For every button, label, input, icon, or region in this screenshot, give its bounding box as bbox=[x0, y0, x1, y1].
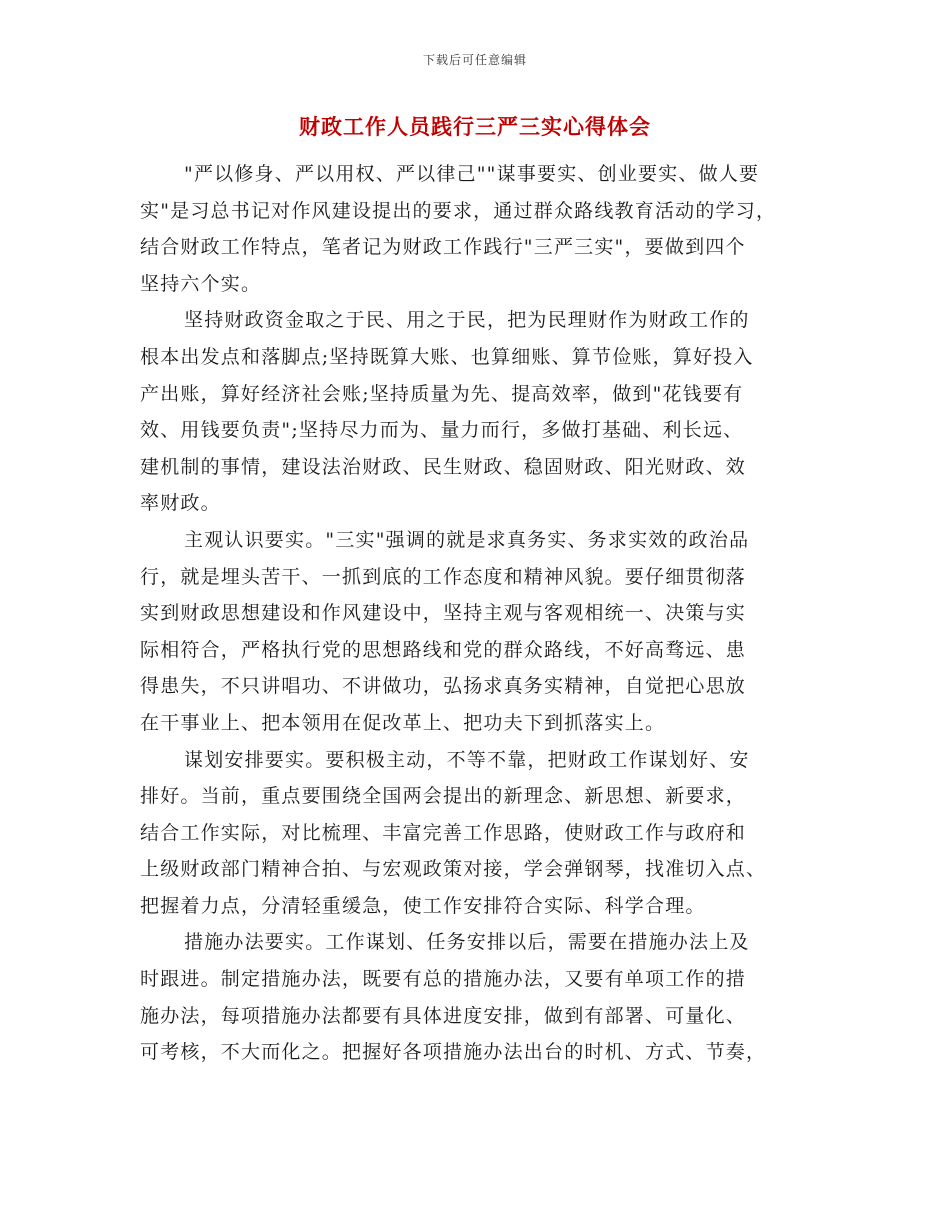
paragraph-line: 根本出发点和落脚点;坚持既算大账、也算细账、算节俭账，算好投入 bbox=[140, 345, 754, 368]
paragraph-line: 措施办法要实。工作谋划、任务安排以后，需要在措施办法上及 bbox=[184, 931, 750, 954]
paragraph-line: 际相符合，严格执行党的思想路线和党的群众路线，不好高骛远、患 bbox=[140, 638, 747, 661]
paragraph-line: 实"是习总书记对作风建设提出的要求，通过群众路线教育活动的学习， bbox=[140, 199, 777, 222]
paragraph-line: 实到财政思想建设和作风建设中，坚持主观与客观相统一、决策与实 bbox=[140, 602, 747, 625]
paragraph-5 bbox=[140, 924, 820, 1070]
paragraph-line: 产出账，算好经济社会账;坚持质量为先、提高效率，做到"花钱要有 bbox=[140, 382, 744, 405]
header-note: 下载后可任意编辑 bbox=[422, 53, 527, 67]
paragraph-line: 把握着力点，分清轻重缓急，使工作安排符合实际、科学合理。 bbox=[140, 894, 706, 917]
paragraph-line: 率财政。 bbox=[140, 492, 221, 515]
paragraph-line: 时跟进。制定措施办法，既要有总的措施办法，又要有单项工作的措 bbox=[140, 968, 747, 991]
paragraph-line: 主观认识要实。"三实"强调的就是求真务实、务求实效的政治品 bbox=[184, 528, 750, 551]
paragraph-line: 坚持财政资金取之于民、用之于民，把为民理财作为财政工作的 bbox=[184, 309, 750, 332]
paragraph-line: 坚持六个实。 bbox=[140, 272, 262, 295]
paragraph-4 bbox=[140, 742, 820, 925]
paragraph-line: 结合财政工作特点，笔者记为财政工作践行"三严三实"，要做到四个 bbox=[140, 236, 746, 259]
paragraph-line: 行，就是埋头苦干、一抓到底的工作态度和精神风貌。要仔细贯彻落 bbox=[140, 565, 747, 588]
paragraph-line: 施办法，每项措施办法都要有具体进度安排，做到有部署、可量化、 bbox=[140, 1004, 747, 1027]
paragraph-2 bbox=[140, 302, 820, 522]
paragraph-line: 在干事业上、把本领用在促改革上、把功夫下到抓落实上。 bbox=[140, 711, 666, 734]
paragraph-line: 结合工作实际，对比梳理、丰富完善工作思路，使财政工作与政府和 bbox=[140, 821, 747, 844]
paragraph-line: 可考核，不大而化之。把握好各项措施办法出台的时机、方式、节奏， bbox=[140, 1041, 767, 1064]
paragraph-3 bbox=[140, 522, 820, 742]
paragraph-line: 排好。当前，重点要围绕全国两会提出的新理念、新思想、新要求， bbox=[140, 785, 747, 808]
paragraph-line: 得患失，不只讲唱功、不讲做功，弘扬求真务实精神，自觉把心思放 bbox=[140, 675, 747, 698]
paragraph-line: 上级财政部门精神合拍、与宏观政策对接，学会弹钢琴，找准切入点、 bbox=[140, 858, 767, 881]
document-title: 财政工作人员践行三严三实心得体会 bbox=[299, 114, 651, 139]
paragraph-line: 谋划安排要实。要积极主动，不等不靠，把财政工作谋划好、安 bbox=[184, 748, 750, 771]
paragraph-line: 效、用钱要负责";坚持尽力而为、量力而行，多做打基础、利长远、 bbox=[140, 419, 744, 442]
paragraph-1 bbox=[140, 156, 820, 302]
document-body bbox=[140, 156, 820, 1071]
paragraph-line: 建机制的事情，建设法治财政、民生财政、稳固财政、阳光财政、效 bbox=[140, 455, 747, 478]
paragraph-line: "严以修身、严以用权、严以律己""谋事要实、创业要实、做人要 bbox=[184, 163, 760, 185]
